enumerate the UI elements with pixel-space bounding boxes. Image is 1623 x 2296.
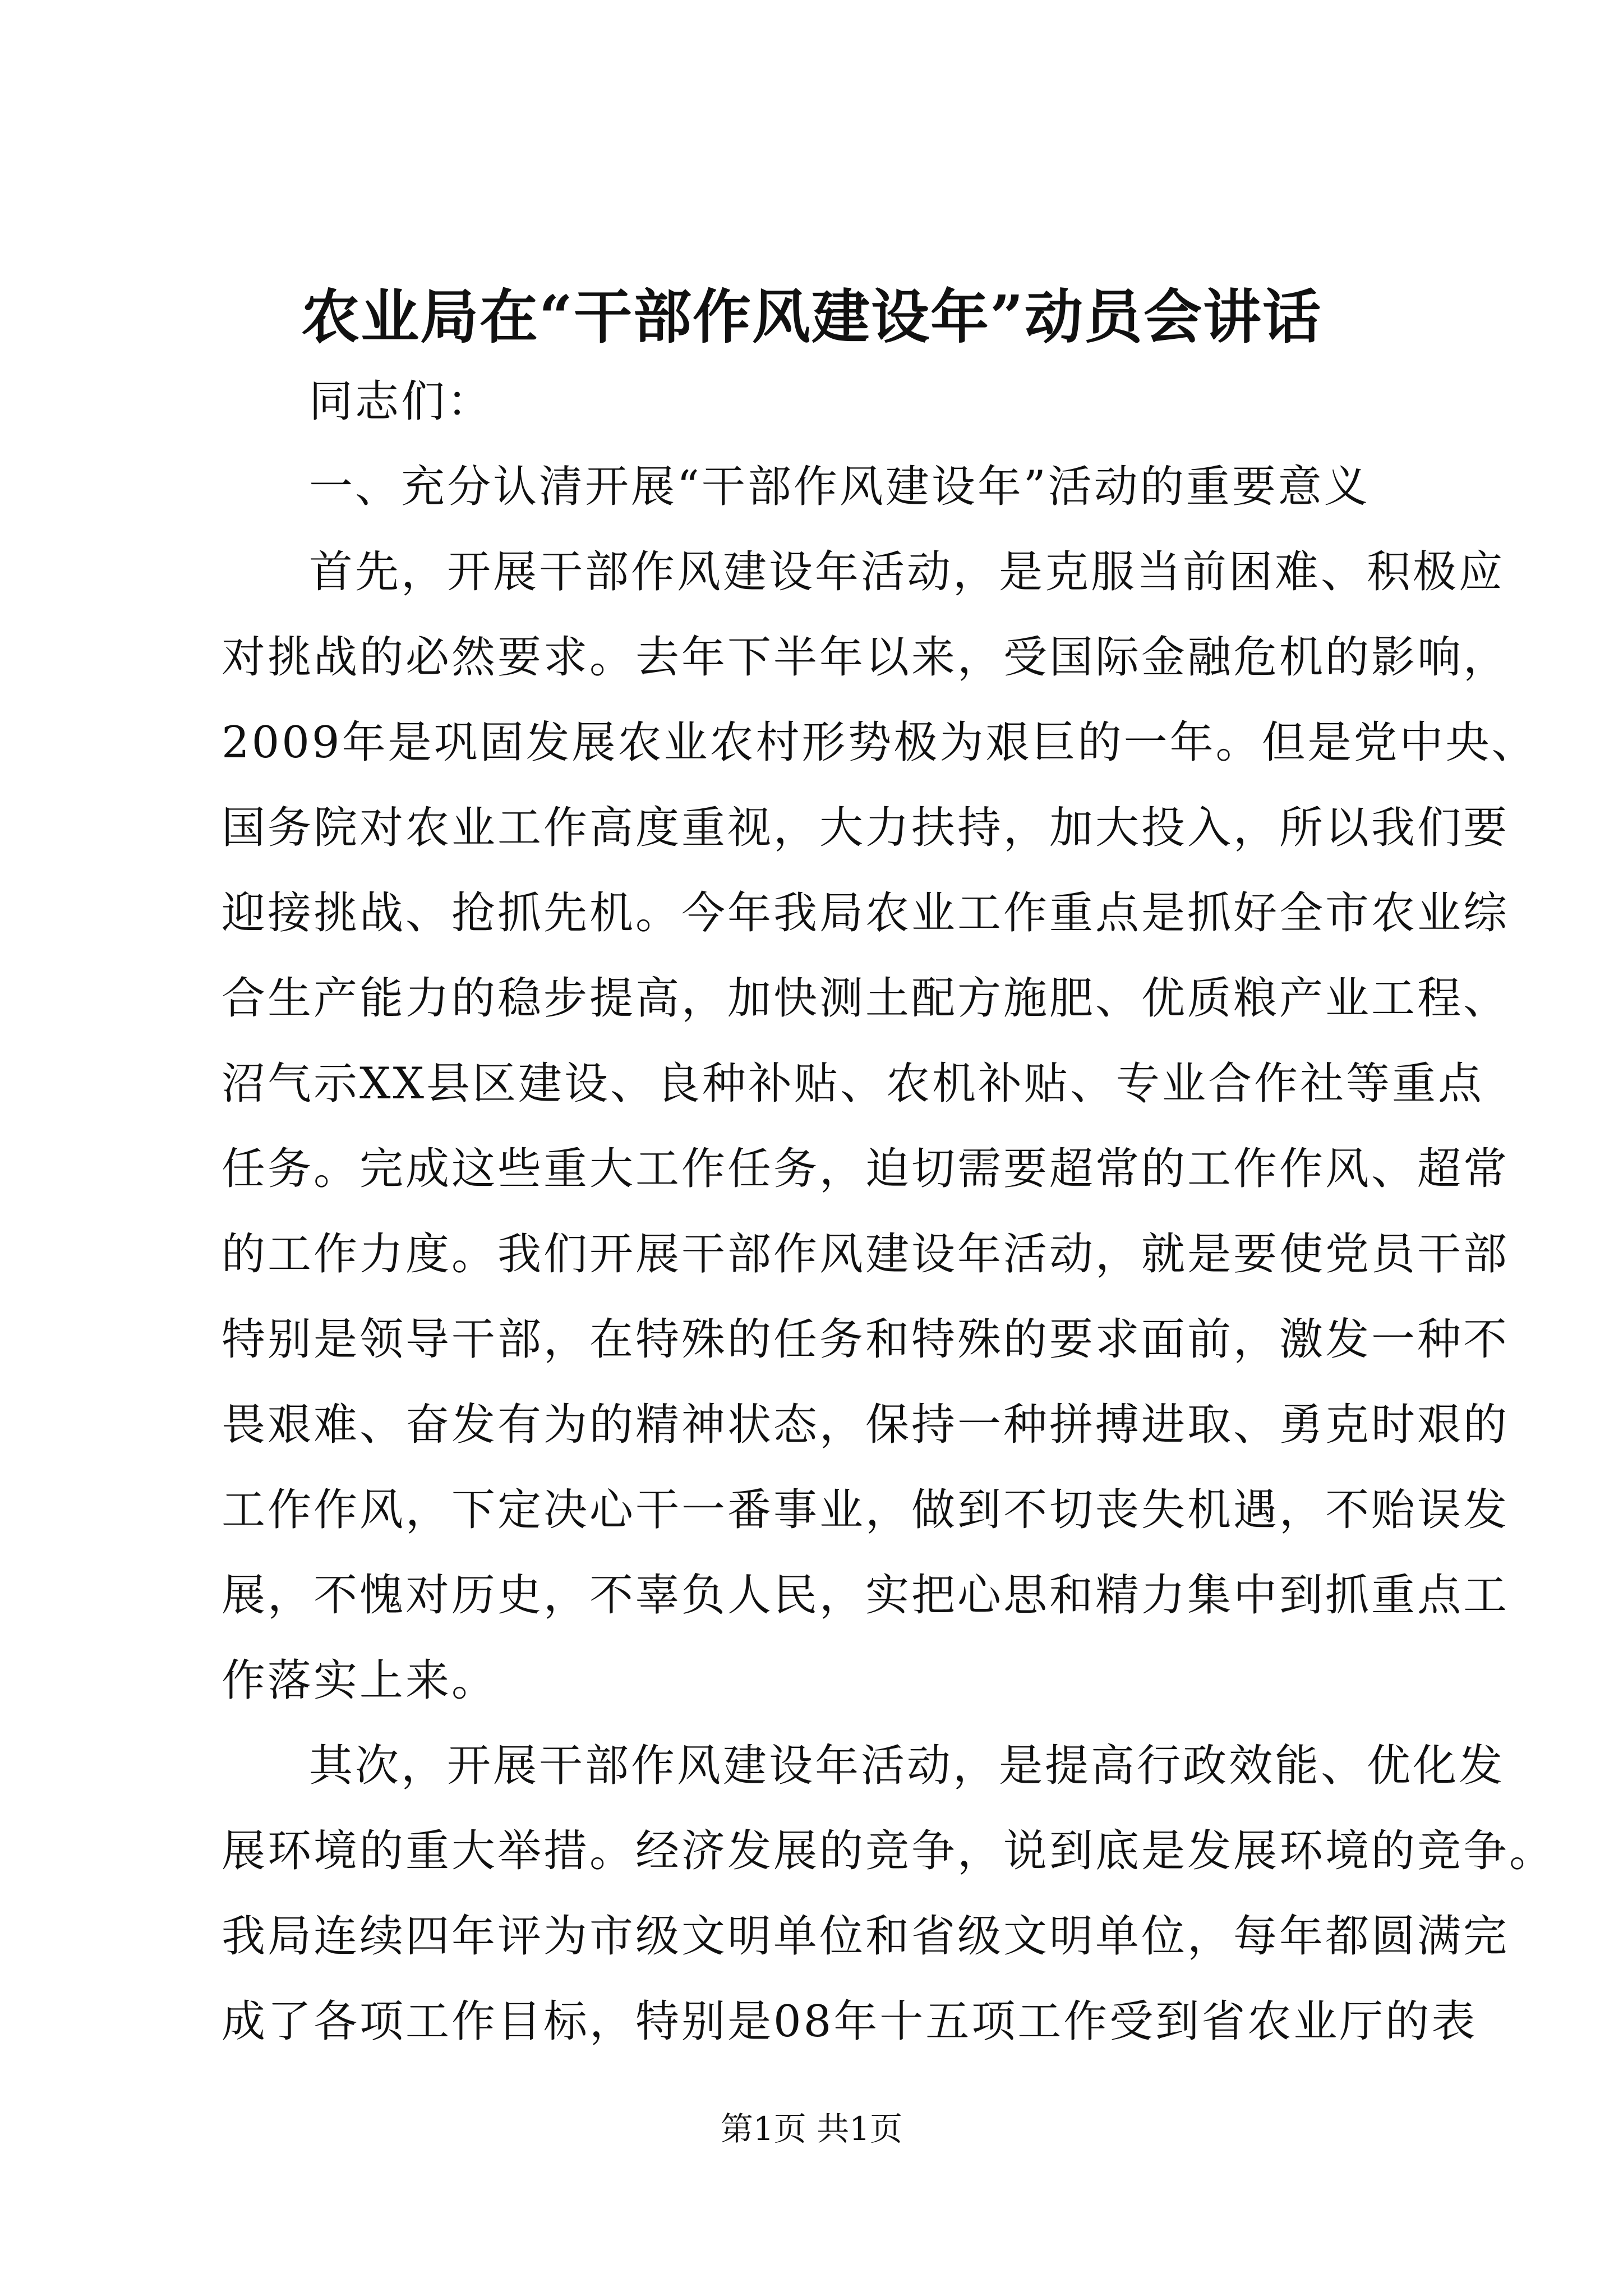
paragraph-line: 合生产能力的稳步提高，加快测土配方施肥、优质粮产业工程、 <box>222 973 1510 1024</box>
salutation-line: 同志们： <box>309 376 494 427</box>
paragraph-line: 成了各项工作目标，特别是08年十五项工作受到省农业厅的表 <box>222 1996 1478 2047</box>
paragraph-line: 畏艰难、奋发有为的精神状态，保持一种拼搏进取、勇克时艰的 <box>222 1400 1510 1450</box>
paragraph-line: 沼气示XX县区建设、良种补贴、农机补贴、专业合作社等重点 <box>222 1059 1484 1109</box>
paragraph-line: 迎接挑战、抢抓先机。今年我局农业工作重点是抓好全市农业综 <box>222 888 1510 938</box>
paragraph-line: 首先，开展干部作风建设年活动，是克服当前困难、积极应 <box>309 547 1505 597</box>
paragraph-line: 展环境的重大举措。经济发展的竞争，说到底是发展环境的竞争。 <box>222 1826 1556 1876</box>
document-title: 农业局在“干部作风建设年”动员会讲话 <box>301 282 1322 351</box>
document-body <box>222 359 1556 2064</box>
paragraph-line: 特别是领导干部，在特殊的任务和特殊的要求面前，激发一种不 <box>222 1314 1510 1365</box>
section-heading: 一、充分认清开展“干部作风建设年”活动的重要意义 <box>309 462 1370 512</box>
paragraph-line: 对挑战的必然要求。去年下半年以来，受国际金融危机的影响， <box>222 632 1510 683</box>
paragraph-line: 国务院对农业工作高度重视，大力扶持，加大投入，所以我们要 <box>222 803 1510 853</box>
paragraph-line: 其次，开展干部作风建设年活动，是提高行政效能、优化发 <box>309 1741 1505 1791</box>
paragraph-line: 工作作风，下定决心干一番事业，做到不切丧失机遇，不贻误发 <box>222 1485 1510 1535</box>
paragraph-line: 的工作力度。我们开展干部作风建设年活动，就是要使党员干部 <box>222 1229 1510 1280</box>
paragraph-line: 作落实上来。 <box>222 1655 498 1706</box>
paragraph-line: 展，不愧对历史，不辜负人民，实把心思和精力集中到抓重点工 <box>222 1570 1510 1621</box>
paragraph-line: 我局连续四年评为市级文明单位和省级文明单位，每年都圆满完 <box>222 1911 1510 1962</box>
paragraph-line: 任务。完成这些重大工作任务，迫切需要超常的工作作风、超常 <box>222 1144 1510 1194</box>
paragraph-line: 2009年是巩固发展农业农村形势极为艰巨的一年。但是党中央、 <box>222 717 1538 768</box>
page-footer: 第1页 共1页 <box>720 2110 903 2148</box>
